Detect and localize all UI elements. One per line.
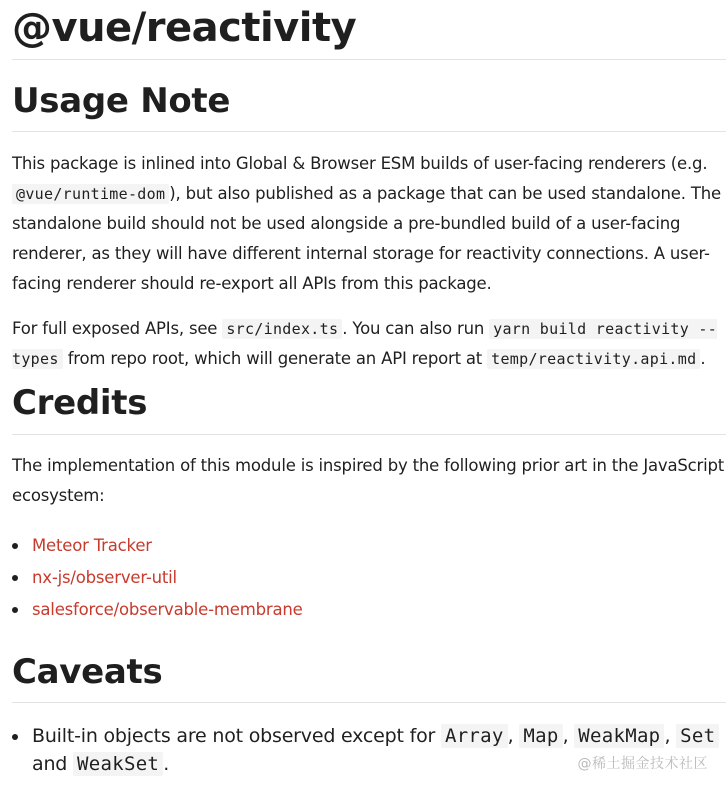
inline-code: Array: [441, 724, 508, 748]
text: and: [32, 753, 73, 775]
link-observer-util[interactable]: nx-js/observer-util: [32, 568, 177, 587]
bullet-icon: [12, 734, 18, 740]
inline-code: WeakMap: [574, 724, 664, 748]
text: . You can also run: [342, 319, 490, 338]
page-title: @vue/reactivity: [12, 0, 726, 60]
text: ,: [664, 725, 677, 747]
text: ), but also published as a package that can be used standalone. The standalone build should not be used alongside a pre-bundled build of a user-facing renderer, as they will have different internal storage for reactivity connections. A user-facing renderer should re-export all APIs from this package.: [12, 184, 721, 293]
credits-list: [12, 530, 726, 626]
text: from repo root, which will generate an API report at: [62, 349, 488, 368]
inline-code: Set: [676, 724, 719, 748]
link-observable-membrane[interactable]: salesforce/observable-membrane: [32, 600, 303, 619]
bullet-icon: [12, 575, 18, 581]
credits-intro: The implementation of this module is inspired by the following prior art in the JavaScript ecosystem:: [12, 456, 725, 505]
inline-code: WeakSet: [73, 752, 163, 776]
link-meteor-tracker[interactable]: Meteor Tracker: [32, 536, 152, 555]
text: .: [163, 753, 170, 775]
list-item: [12, 594, 726, 626]
usage-paragraph-1: [12, 149, 726, 299]
inline-code: Map: [519, 724, 562, 748]
text: This package is inlined into Global & Browser ESM builds of user-facing renderers (e.g.: [12, 154, 708, 173]
caveats-heading: Caveats: [12, 650, 726, 703]
text: ,: [562, 725, 575, 747]
text: ,: [507, 725, 520, 747]
bullet-icon: [12, 607, 18, 613]
usage-paragraph-2: [12, 314, 726, 374]
inline-code: temp/reactivity.api.md: [487, 349, 700, 369]
text: For full exposed APIs, see: [12, 319, 223, 338]
text: .: [700, 349, 706, 368]
usage-note-heading: Usage Note: [12, 79, 726, 132]
list-item: [12, 562, 726, 594]
document: [12, 0, 726, 778]
text: Built-in objects are not observed except for: [32, 725, 441, 747]
inline-code: @vue/runtime-dom: [12, 184, 169, 204]
watermark: @稀土掘金技术社区: [577, 756, 708, 772]
inline-code: src/index.ts: [222, 319, 342, 339]
credits-heading: Credits: [12, 381, 726, 435]
bullet-icon: [12, 543, 18, 549]
list-item: [12, 530, 726, 562]
inline-code: yarn build reactivity --types: [12, 320, 718, 368]
